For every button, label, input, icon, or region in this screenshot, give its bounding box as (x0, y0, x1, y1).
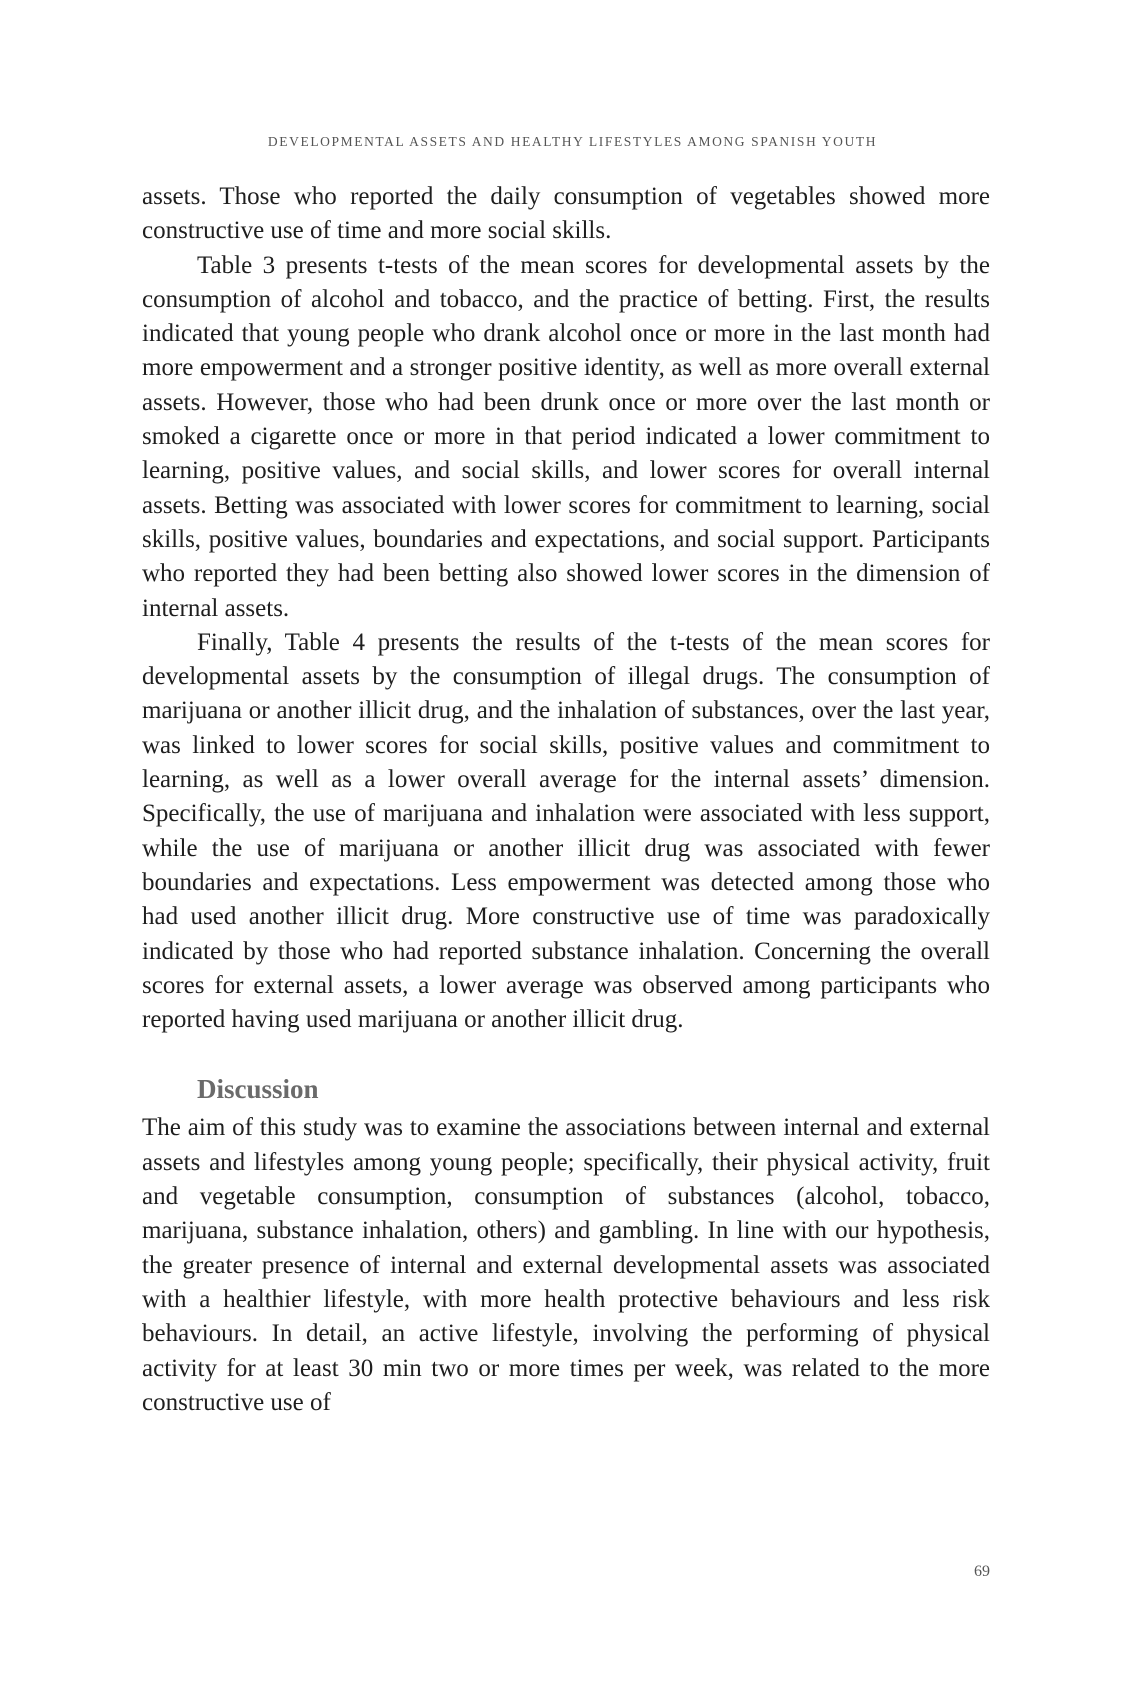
paragraph-vegetables: assets. Those who reported the daily consumption of vegetables showed more constructive use of time and more social skills. (142, 183, 990, 245)
body-text (142, 180, 990, 1420)
paragraph-table-3: Table 3 presents t-tests of the mean scores for developmental assets by the consumption of alcohol and tobacco, and the practice of betting. First, the results indicated that young people who drank alcohol once or more in the last month had more empowerment and a stronger positive identity, as well as more overall external assets. However, those who had been drunk once or more over the last month or smoked a cigarette once or more in that period indicated a lower commitment to learning, positive values, and social skills, and lower scores for overall internal assets. Betting was associated with lower scores for commitment to learning, social skills, positive values, boundaries and expectations, and social support. Participants who reported they had been betting also showed lower scores in the dimension of internal assets. (142, 251, 990, 622)
paragraph-table-4: Finally, Table 4 presents the results of the t-tests of the mean scores for developmental assets by the consumption of illegal drugs. The consumption of marijuana or another illicit drug, and the inhalation of substances, over the last year, was linked to lower scores for social skills, positive values and commitment to learning, as well as a lower overall average for the internal assets’ dimension. Specifically, the use of marijuana and inhalation were associated with less support, while the use of marijuana or another illicit drug was associated with fewer boundaries and expectations. Less empowerment was detected among those who had used another illicit drug. More constructive use of time was paradoxically indicated by those who had reported substance inhalation. Concerning the overall scores for external assets, a lower average was observed among participants who reported having used marijuana or another illicit drug. (142, 628, 990, 1034)
page-number: 69 (974, 1563, 990, 1580)
paragraph-discussion: The aim of this study was to examine the associations between internal and external assets and lifestyles among young people; specifically, their physical activity, fruit and vegetable consumption, consumption of substances (alcohol, tobacco, marijuana, substance inhalation, others) and gambling. In line with our hypothesis, the greater presence of internal and external developmental assets was associated with a healthier lifestyle, with more health protective behaviours and less risk behaviours. In detail, an active lifestyle, involving the performing of physical activity for at least 30 min two or more times per week, was related to the more constructive use of (142, 1114, 990, 1416)
section-heading-discussion: Discussion (197, 1074, 319, 1105)
running-head: DEVELOPMENTAL ASSETS AND HEALTHY LIFESTYLES AMONG SPANISH YOUTH (267, 134, 878, 149)
